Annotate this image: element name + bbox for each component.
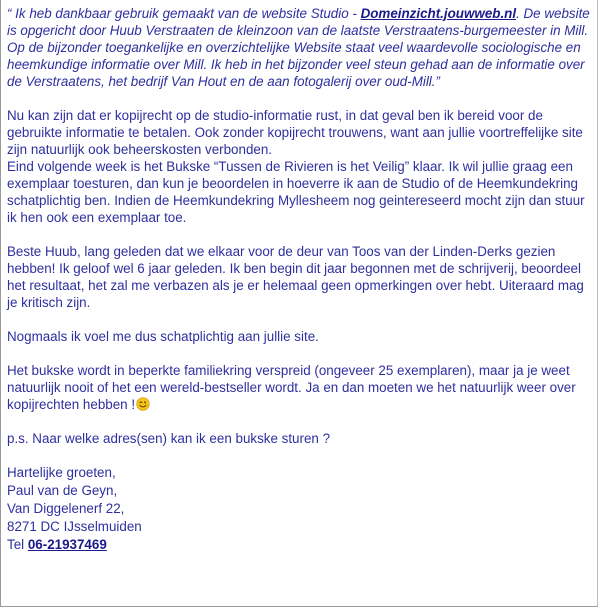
sender-phone — [7, 536, 593, 554]
spacer — [7, 90, 593, 107]
spacer — [7, 447, 593, 464]
signature-block — [7, 464, 593, 554]
sender-street: Van Diggelenerf 22, — [7, 501, 125, 516]
greeting: Hartelijke groeten, — [7, 465, 116, 480]
copyright-paragraph: Nu kan zijn dat er kopijrecht op de studio-informatie rust, in dat geval ben ik bereid voor de gebruikte informatie te betalen. Ook zonder kopijrecht trouwens, want aan jullie voortreffelijke site zijn natuurlijk ook beheerskosten verbonden. — [7, 108, 583, 157]
ps-paragraph: p.s. Naar welke adres(sen) kan ik een bukske sturen ? — [7, 431, 331, 446]
bukske-paragraph: Eind volgende week is het Bukske “Tussen de Rivieren is het Veilig” klaar. Ik wil jullie graag een exemplaar toesturen, dan kun je beoordelen in hoeverre ik aan de Studio of de Heemkundekring schatplichtig ben. Indien de Heemkundekring Myllesheem nog geintereseerd mocht zijn dan stuur ik hen ook een exemplaar toe. — [7, 159, 585, 225]
winking-smiley-icon — [136, 397, 150, 411]
spacer — [7, 311, 593, 328]
quote-paragraph — [7, 5, 593, 90]
studio-website-link[interactable]: Domeinzicht.jouwweb.nl — [360, 6, 517, 21]
quote-prefix: “ Ik heb dankbaar gebruik gemaakt van de website Studio - — [7, 6, 361, 21]
spacer — [7, 345, 593, 362]
phone-link[interactable]: 06-21937469 — [27, 537, 107, 552]
quote-suffix: . De website is opgericht door Huub Verstraaten de kleinzoon van de laatste Verstraatens-burgemeester in Mill. Op de bijzonder toegankelijke en overzichtelijke Website staat veel waardevolle sociologische en heemkundige informatie over Mill. Ik heb in het bijzonder veel steun gehad aan de informatie over de Verstraatens, het bedrijf Van Hout en de aan fotogalerij over oud-Mill.” — [7, 6, 590, 89]
phone-label: Tel — [7, 537, 28, 552]
spacer — [7, 413, 593, 430]
spacer — [7, 226, 593, 243]
huub-paragraph: Beste Huub, lang geleden dat we elkaar voor de deur van Toos van der Linden-Derks gezien hebben! Ik geloof wel 6 jaar geleden. Ik ben begin dit jaar begonnen met de schrijverij, beoordeel het resultaat, het zal me verbazen als je er helemaal geen opmerkingen over hebt. Uiteraard mag je kritisch zijn. — [7, 244, 584, 310]
distribution-text: Het bukske wordt in beperkte familiekring verspreid (ongeveer 25 exemplaren), maar ja je weet natuurlijk nooit of het een wereld-bestseller wordt. Ja en dan moeten we het natuurlijk weer over kopijrechten hebben ! — [7, 363, 576, 412]
distribution-paragraph — [7, 362, 593, 413]
sender-name: Paul van de Geyn, — [7, 483, 118, 498]
sender-city: 8271 DC IJsselmuiden — [7, 519, 142, 534]
letter-body — [7, 5, 593, 554]
thanks-paragraph: Nogmaals ik voel me dus schatplichtig aan jullie site. — [7, 329, 319, 344]
